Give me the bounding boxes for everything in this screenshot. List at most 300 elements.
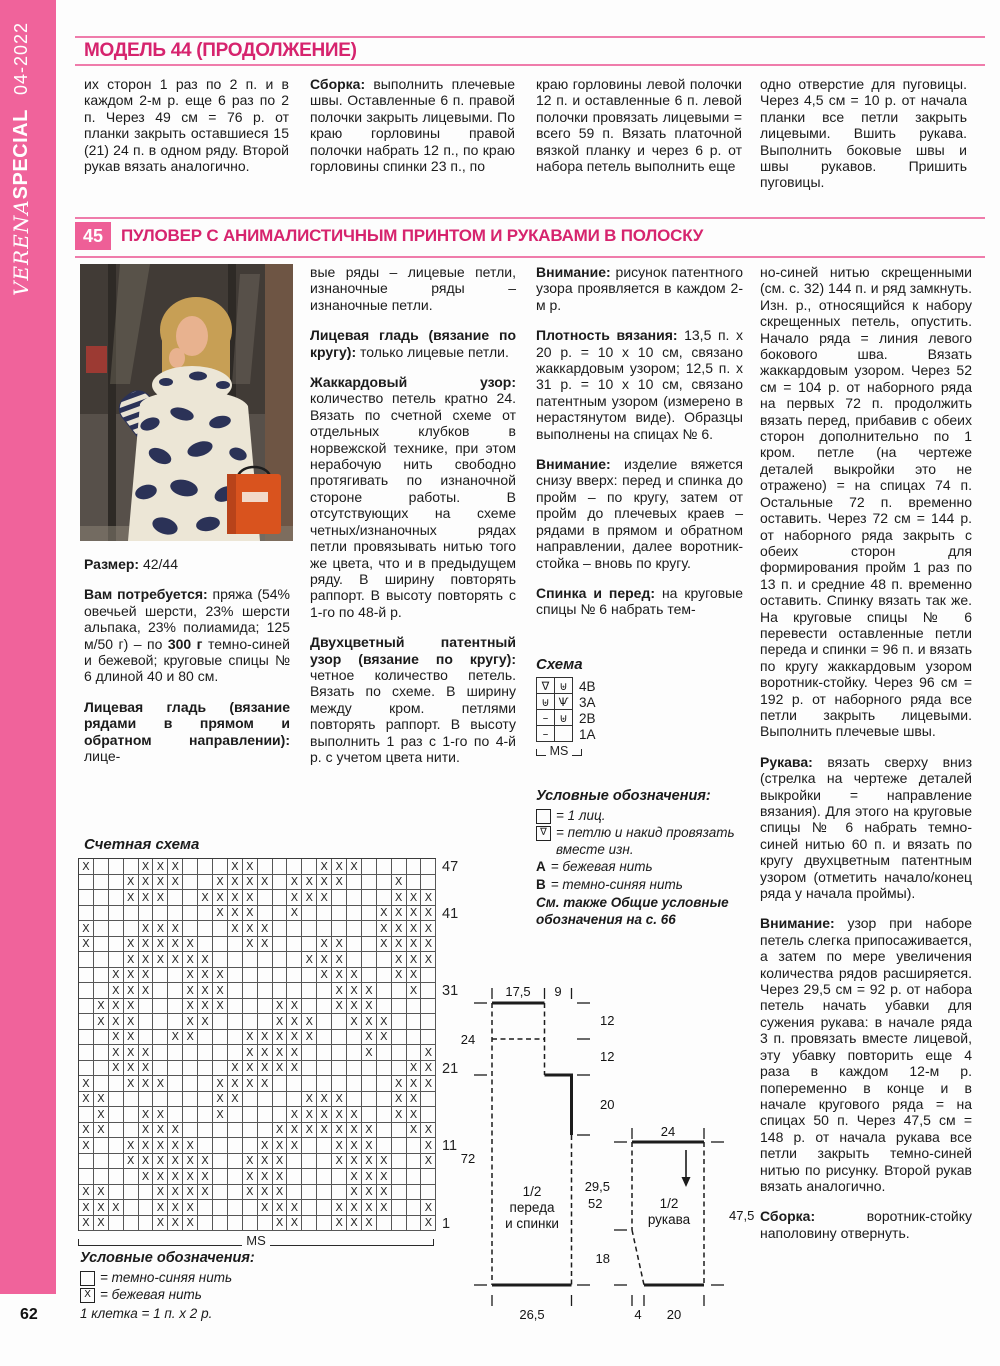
chart-cell [109, 1076, 124, 1092]
legend-item [80, 1287, 320, 1304]
chart-cell [109, 1123, 124, 1139]
chart-cell: X [287, 890, 302, 906]
piece-name: 1/2 [522, 1184, 542, 1199]
chart-cell: X [153, 1076, 168, 1092]
chart-cell: X [153, 1138, 168, 1154]
chart-cell [183, 1092, 198, 1108]
chart-row [79, 875, 436, 891]
chart-cell: X [258, 1045, 273, 1061]
chart-row [79, 1014, 436, 1030]
chart-cell: X [258, 1185, 273, 1201]
chart-cell [109, 1169, 124, 1185]
chart-cell [302, 999, 317, 1015]
chart-cell: X [79, 1185, 94, 1201]
paragraph [310, 327, 516, 360]
chart-cell: X [421, 890, 436, 906]
text-segment: их сторон 1 раз по 2 п. и в каждом 2-м р. еще 6 раз по 2 п. Через 49 см = 76 р. от планки закрыть оставшиеся 15 (21) 24 п. в одном ряду. Второй рукав вязать аналогично. [84, 76, 289, 175]
page-number: 62 [20, 1306, 38, 1323]
chart-cell: X [109, 1200, 124, 1216]
chart-cell [198, 1107, 213, 1123]
chart-cell: X [392, 921, 407, 937]
chart-cell [228, 1185, 243, 1201]
chart-row-number: 11 [442, 1138, 458, 1154]
chart-cell: X [168, 952, 183, 968]
chart-cell [213, 1138, 228, 1154]
chart-cell [228, 1169, 243, 1185]
chart-cell [273, 875, 288, 891]
chart-cell: X [183, 983, 198, 999]
measure-label: 18 [595, 1251, 610, 1266]
chart-cell: X [124, 1014, 139, 1030]
chart-cell [332, 1014, 347, 1030]
chart-cell: X [153, 1123, 168, 1139]
schema-cell: ∇ [536, 677, 555, 694]
chart-cell: X [139, 1061, 154, 1077]
chart-cell [198, 1123, 213, 1139]
chart-cell [153, 1045, 168, 1061]
text-segment: Лицевая гладь (вязание по кругу): [310, 327, 516, 360]
chart-cell [332, 1061, 347, 1077]
chart-cell [317, 1030, 332, 1046]
chart-cell: X [183, 1185, 198, 1201]
chart-cell [228, 1123, 243, 1139]
model44-column-3 [536, 76, 742, 174]
chart-cell: X [228, 906, 243, 922]
chart-cell: X [243, 1169, 258, 1185]
chart-cell [94, 875, 109, 891]
magazine-edition: SPECIAL [10, 109, 32, 200]
legend-item [536, 877, 748, 894]
chart-cell: X [287, 1107, 302, 1123]
chart-row [79, 968, 436, 984]
chart-cell [213, 1030, 228, 1046]
chart-cell [124, 1107, 139, 1123]
chart-cell: X [273, 1061, 288, 1077]
chart-cell [139, 999, 154, 1015]
chart-cell [317, 1154, 332, 1170]
chart-cell: X [243, 1076, 258, 1092]
chart-cell [243, 1014, 258, 1030]
chart-cell: X [153, 937, 168, 953]
chart-cell: X [124, 999, 139, 1015]
chart-cell [407, 1200, 422, 1216]
chart-cell [347, 1076, 362, 1092]
chart-cell [243, 968, 258, 984]
chart-cell [273, 968, 288, 984]
chart-cell: X [153, 1185, 168, 1201]
model-photo [80, 264, 293, 541]
legend-label: = бежевая нить [550, 859, 653, 874]
chart-cell: X [109, 1045, 124, 1061]
chart-cell: X [302, 1123, 317, 1139]
chart-cell [168, 1061, 183, 1077]
text-segment: Сборка: [310, 76, 366, 92]
chart-cell [258, 890, 273, 906]
magazine-spine [0, 0, 56, 1294]
chart-cell [153, 906, 168, 922]
pattern-diagrams [448, 958, 770, 1330]
schema-cell: ⊎ [554, 709, 573, 726]
chart-cell [183, 890, 198, 906]
chart-cell [377, 1216, 392, 1232]
chart-cell: X [302, 875, 317, 891]
chart-cell: X [168, 1123, 183, 1139]
chart-cell: X [213, 1107, 228, 1123]
chart-cell: X [407, 937, 422, 953]
legend-label: = темно-синяя нить [550, 876, 683, 892]
chart-cell: X [421, 1154, 436, 1170]
chart-cell [228, 937, 243, 953]
chart-cell: X [377, 1185, 392, 1201]
chart-cell [109, 1138, 124, 1154]
chart-cell [243, 952, 258, 968]
chart-cell: X [124, 983, 139, 999]
chart-cell: X [258, 937, 273, 953]
chart-cell [258, 1092, 273, 1108]
chart-cell: X [124, 1138, 139, 1154]
schema-row [536, 678, 596, 694]
chart-cell [109, 921, 124, 937]
chart-cell: X [183, 1216, 198, 1232]
paragraph [760, 915, 972, 1194]
chart-cell [421, 1185, 436, 1201]
chart-cell: X [139, 1076, 154, 1092]
chart-cell: X [198, 1014, 213, 1030]
chart-cell: X [362, 1014, 377, 1030]
chart-cell [347, 937, 362, 953]
text-segment: количество петель кратно 24. Вязать по счетной схеме от отдельных клубков в норвежской технике, при этом нерабочую нить свободно протягивать по изнаночной стороне работы. В отсутствующих на схеме четных/изнаночных рядах петли провязывать нитью того же цвета, что и в предыдущем ряду. В ширину повторять раппорт. В высоту повторять с 1-го по 48-й р. [310, 390, 516, 620]
chart-cell: X [139, 1154, 154, 1170]
chart-cell: X [347, 1169, 362, 1185]
legend-label: = темно-синяя нить [100, 1269, 233, 1285]
text-segment: выполнить плечевые швы. Оставленные 6 п. правой полочки закрыть лицевыми. По краю горловины правой полочки набрать 12 п., по краю горловины спинки 23 п., по [310, 76, 515, 175]
chart-cell [243, 983, 258, 999]
chart-cell: X [124, 952, 139, 968]
chart-row [79, 1154, 436, 1170]
chart-cell [377, 1123, 392, 1139]
chart-cell [332, 1030, 347, 1046]
chart-cell: X [332, 1154, 347, 1170]
chart-cell [287, 968, 302, 984]
chart-cell: X [94, 1092, 109, 1108]
chart-cell: X [421, 937, 436, 953]
paragraph [760, 754, 972, 902]
chart-cell: X [392, 875, 407, 891]
chart-cell: X [243, 937, 258, 953]
chart-cell: X [258, 1138, 273, 1154]
chart-cell: X [213, 983, 228, 999]
model45-column-3 [536, 264, 743, 618]
chart-cell: X [153, 921, 168, 937]
chart-cell: X [258, 1061, 273, 1077]
chart-cell [109, 875, 124, 891]
chart-cell: X [407, 1076, 422, 1092]
chart-cell: X [139, 875, 154, 891]
text-segment: только лицевые петли. [356, 343, 509, 360]
chart-cell [168, 890, 183, 906]
magazine-issue: 04-2022 [11, 21, 31, 95]
chart-cell: X [273, 1014, 288, 1030]
chart-cell: X [332, 875, 347, 891]
chart-cell [124, 1200, 139, 1216]
chart-cell: X [168, 937, 183, 953]
paragraph [310, 374, 516, 620]
chart-cell [109, 906, 124, 922]
model45-title: ПУЛОВЕР С АНИМАЛИСТИЧНЫМ ПРИНТОМ И РУКАВАМИ В ПОЛОСКУ [121, 226, 704, 245]
chart-cell [347, 890, 362, 906]
chart-cell: X [317, 1092, 332, 1108]
chart-cell [362, 875, 377, 891]
magazine-spine-label [9, 21, 47, 296]
chart-cell [317, 999, 332, 1015]
chart-cell [421, 983, 436, 999]
chart-cell [302, 1154, 317, 1170]
chart-cell: X [124, 1045, 139, 1061]
chart-cell: X [377, 1030, 392, 1046]
chart-cell [287, 1154, 302, 1170]
chart-cell: X [317, 952, 332, 968]
chart-cell [213, 1216, 228, 1232]
legend-note: См. также Общие условные обозначения на с. 66 [536, 895, 729, 927]
chart-cell: X [228, 875, 243, 891]
paragraph [760, 76, 967, 191]
chart-cell: X [347, 1123, 362, 1139]
chart-cell: X [362, 999, 377, 1015]
chart-cell [79, 999, 94, 1015]
chart-cell [258, 1123, 273, 1139]
chart-cell [317, 1185, 332, 1201]
chart-cell: X [183, 1138, 198, 1154]
chart-row [79, 1138, 436, 1154]
chart-cell: X [332, 859, 347, 875]
chart-cell [213, 1014, 228, 1030]
text-segment: Сборка: [760, 1208, 816, 1225]
chart-cell: X [273, 1200, 288, 1216]
legend-symbol-box: X [80, 1288, 95, 1303]
chart-cell [347, 906, 362, 922]
piece-name: рукава [647, 1212, 691, 1227]
chart-cell: X [347, 968, 362, 984]
chart-cell [243, 1123, 258, 1139]
chart-cell: X [139, 968, 154, 984]
chart-cell: X [183, 1169, 198, 1185]
chart-cell [377, 968, 392, 984]
chart-cell [392, 983, 407, 999]
chart-cell [273, 890, 288, 906]
chart-cell: X [258, 1030, 273, 1046]
chart-cell [302, 1169, 317, 1185]
chart-row [79, 1123, 436, 1139]
chart-cell: X [377, 906, 392, 922]
legend-label: = петлю и накид провязать вместе изн. [556, 825, 735, 857]
chart-cell [124, 921, 139, 937]
chart-cell [273, 906, 288, 922]
chart-cell [302, 859, 317, 875]
schema-cell: ⊎ [536, 693, 555, 710]
chart-cell: X [183, 952, 198, 968]
chart-cell [183, 875, 198, 891]
text-segment: Внимание: [536, 264, 611, 280]
chart-cell [124, 1185, 139, 1201]
measure-label: 12 [600, 1049, 615, 1064]
chart-cell [94, 952, 109, 968]
text-segment: вые ряды – лицевые петли, изнаночные ряды – изнаночные петли. [310, 264, 516, 313]
chart-cell: X [347, 1107, 362, 1123]
chart-cell: X [109, 999, 124, 1015]
chart-cell: X [421, 1045, 436, 1061]
chart-cell [287, 1185, 302, 1201]
chart-cell [317, 1200, 332, 1216]
chart-cell: X [168, 1169, 183, 1185]
chart-cell [183, 1045, 198, 1061]
legend-note: 1 клетка = 1 п. х 2 р. [80, 1305, 213, 1321]
chart-cell [392, 859, 407, 875]
chart-cell [421, 1014, 436, 1030]
chart-cell [168, 1092, 183, 1108]
measure-label: 47,5 [729, 1208, 755, 1223]
chart-cell [168, 1076, 183, 1092]
chart-cell [377, 1061, 392, 1077]
chart-cell [213, 1154, 228, 1170]
chart-cell [94, 1154, 109, 1170]
paragraph [760, 264, 972, 740]
chart-cell: X [362, 1138, 377, 1154]
chart-cell [273, 983, 288, 999]
chart-cell [392, 1200, 407, 1216]
chart-cell [407, 999, 422, 1015]
chart-cell [407, 1154, 422, 1170]
chart-cell: X [362, 1123, 377, 1139]
chart-cell [347, 1061, 362, 1077]
chart-cell: X [243, 1154, 258, 1170]
chart-cell: X [228, 1076, 243, 1092]
chart-cell [258, 1216, 273, 1232]
chart-cell [362, 968, 377, 984]
chart-cell [109, 1092, 124, 1108]
chart-cell [407, 875, 422, 891]
chart-cell [213, 1169, 228, 1185]
chart-cell: X [228, 1092, 243, 1108]
chart-cell: X [377, 1154, 392, 1170]
chart-cell [168, 1045, 183, 1061]
chart-cell: X [153, 1216, 168, 1232]
chart-cell [243, 1200, 258, 1216]
chart-cell [362, 921, 377, 937]
chart-cell [273, 859, 288, 875]
chart-cell [392, 999, 407, 1015]
piece-name: переда [509, 1200, 555, 1215]
measure-label: 52 [588, 1196, 603, 1211]
chart-cell: X [213, 1076, 228, 1092]
chart-cell: X [317, 1107, 332, 1123]
chart-cell [109, 937, 124, 953]
chart-cell [228, 1014, 243, 1030]
chart-cell: X [407, 1061, 422, 1077]
chart-cell: X [317, 1123, 332, 1139]
chart-cell: X [79, 937, 94, 953]
chart-cell: X [168, 1138, 183, 1154]
paragraph [84, 556, 290, 572]
chart-cell: X [287, 1030, 302, 1046]
chart-row [79, 890, 436, 906]
chart-cell: X [302, 1014, 317, 1030]
chart-cell: X [139, 1138, 154, 1154]
chart-cell: X [347, 1138, 362, 1154]
chart-cell: X [421, 1061, 436, 1077]
divider [75, 64, 985, 66]
chart-cell [79, 1030, 94, 1046]
divider [75, 217, 985, 219]
chart-cell [213, 1123, 228, 1139]
chart-cell [228, 999, 243, 1015]
chart-cell [198, 1200, 213, 1216]
piece-name: и спинки [505, 1216, 559, 1231]
chart-cell [392, 1169, 407, 1185]
chart-cell [79, 1154, 94, 1170]
chart-cell: X [139, 921, 154, 937]
legend-item [536, 859, 748, 876]
chart-cell: X [392, 1076, 407, 1092]
chart-cell: X [377, 1200, 392, 1216]
chart-cell [153, 1030, 168, 1046]
chart-cell: X [94, 1185, 109, 1201]
chart-row [79, 952, 436, 968]
chart-cell [377, 890, 392, 906]
chart-cell [377, 1045, 392, 1061]
legend-item [536, 808, 748, 825]
paragraph [84, 699, 290, 765]
chart-cell: X [168, 1030, 183, 1046]
chart-cell [183, 1061, 198, 1077]
text-segment: 13,5 п. х 20 р. = 10 х 10 см, связано жаккардовым узором; 12,5 п. х 31 р. = 10 х 10 см, связано патентным узором (измерено в нерастянутом виде). Образцы выполнены на спицах № 6. [536, 327, 743, 442]
chart-cell [332, 1185, 347, 1201]
chart-cell: X [287, 1045, 302, 1061]
chart-cell: X [407, 1107, 422, 1123]
chart-cell [228, 1200, 243, 1216]
measure-label: 9 [554, 984, 562, 999]
chart-cell [392, 1216, 407, 1232]
chart-cell: X [183, 1014, 198, 1030]
chart-cell: X [79, 1138, 94, 1154]
chart-cell: X [302, 952, 317, 968]
chart-cell: X [153, 1169, 168, 1185]
chart-cell [317, 1169, 332, 1185]
chart-cell [109, 1216, 124, 1232]
text-segment: воротник-стойку наполовину отвернуть. [760, 1208, 972, 1241]
chart-row-number: 41 [442, 905, 459, 922]
chart-cell [332, 1076, 347, 1092]
chart-cell: X [139, 983, 154, 999]
chart-cell: X [407, 906, 422, 922]
knit-direction-arrow [682, 1177, 691, 1187]
schema-cell: – [536, 725, 555, 742]
measure-label: 20 [600, 1097, 615, 1112]
schema-row-label: 1A [579, 726, 596, 742]
chart-cell: X [168, 1216, 183, 1232]
text-segment: краю горловины левой полочки 12 п. и оставленные 6 п. левой полочки провязать лицевыми = всего 59 п. Вязать платочной вязкой планку и через 6 р. от набора петель выполнить еще [536, 76, 742, 175]
schema-row [536, 710, 596, 726]
chart-cell: X [139, 859, 154, 875]
chart-cell [183, 859, 198, 875]
chart-legend [80, 1250, 320, 1322]
chart-cell [243, 1092, 258, 1108]
chart-cell: X [139, 1107, 154, 1123]
counting-chart [78, 858, 459, 1249]
schema-row-label: 2B [579, 710, 596, 726]
chart-cell [228, 1216, 243, 1232]
chart-cell: X [153, 859, 168, 875]
chart-cell [198, 1092, 213, 1108]
